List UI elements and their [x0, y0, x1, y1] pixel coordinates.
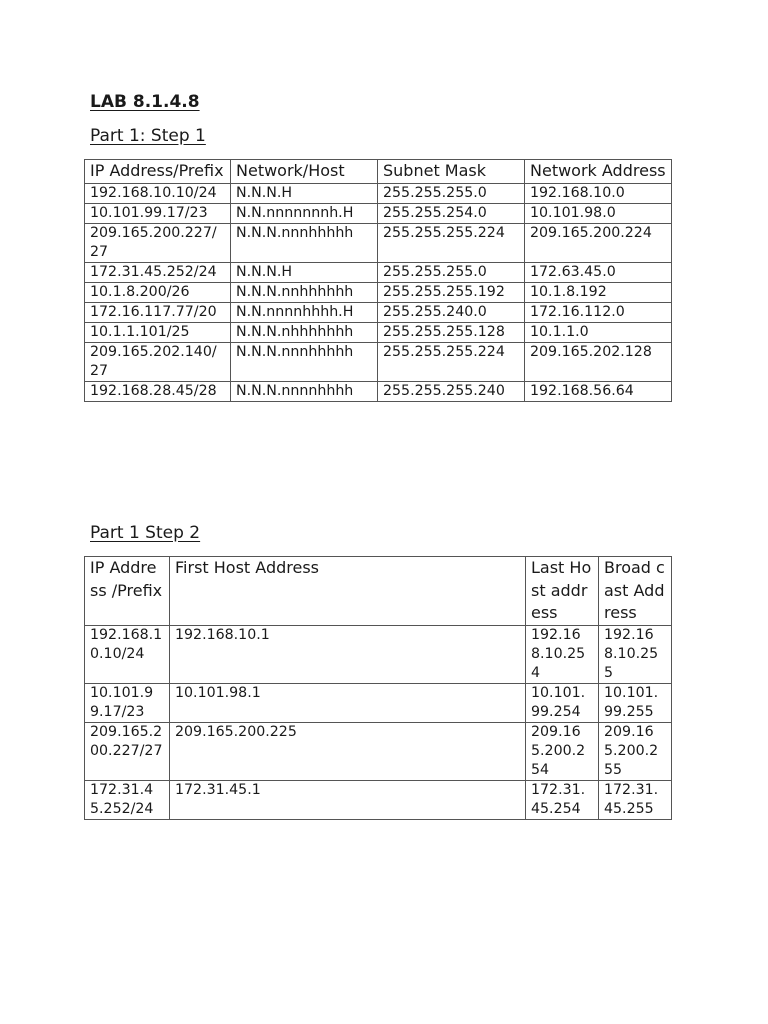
- header-network-address: Network Address: [525, 160, 672, 184]
- header-network-host: Network/Host: [231, 160, 378, 184]
- last-host-cell: 192.168.10.254: [526, 625, 599, 683]
- network-host-cell: N.N.N.H: [231, 262, 378, 282]
- network-address-cell: 10.1.1.0: [525, 322, 672, 342]
- network-host-cell: N.N.N.nnnnhhhh: [231, 381, 378, 401]
- subnet-mask-cell: 255.255.255.0: [378, 183, 525, 203]
- table-row: [85, 780, 672, 819]
- table-header-row: [85, 557, 672, 626]
- table-row: [85, 302, 672, 322]
- ip-prefix-cell: 192.168.10.10/24: [85, 625, 170, 683]
- lab-title: LAB 8.1.4.8: [90, 92, 200, 112]
- header-broadcast-address: Broad cast Address: [599, 557, 672, 626]
- broadcast-cell: 209.165.200.255: [599, 722, 672, 780]
- broadcast-cell: 192.168.10.255: [599, 625, 672, 683]
- table-row: [85, 203, 672, 223]
- network-address-cell: 172.16.112.0: [525, 302, 672, 322]
- part1-step2-heading: Part 1 Step 2: [90, 523, 201, 543]
- network-address-cell: 209.165.200.224: [525, 223, 672, 262]
- ip-prefix-cell: 172.16.117.77/20: [85, 302, 231, 322]
- subnet-mask-cell: 255.255.255.0: [378, 262, 525, 282]
- host-range-table-body: [85, 625, 672, 819]
- header-last-host-address: Last Host address: [526, 557, 599, 626]
- header-first-host-address: First Host Address: [170, 557, 526, 626]
- ip-prefix-cell: 172.31.45.252/24: [85, 262, 231, 282]
- header-ip-address-prefix: IP Address /Prefix: [85, 557, 170, 626]
- network-address-cell: 192.168.56.64: [525, 381, 672, 401]
- ip-prefix-cell: 10.101.99.17/23: [85, 683, 170, 722]
- ip-prefix-cell: 209.165.200.227/27: [85, 722, 170, 780]
- header-subnet-mask: Subnet Mask: [378, 160, 525, 184]
- network-host-cell: N.N.N.H: [231, 183, 378, 203]
- ip-prefix-cell: 10.101.99.17/23: [85, 203, 231, 223]
- network-address-cell: 192.168.10.0: [525, 183, 672, 203]
- subnet-mask-cell: 255.255.255.192: [378, 282, 525, 302]
- subnet-mask-cell: 255.255.255.240: [378, 381, 525, 401]
- table-row: [85, 183, 672, 203]
- table-row: [85, 282, 672, 302]
- network-address-cell: 209.165.202.128: [525, 342, 672, 381]
- ip-prefix-cell: 209.165.202.140/27: [85, 342, 231, 381]
- table-header-row: [85, 160, 672, 184]
- last-host-cell: 10.101.99.254: [526, 683, 599, 722]
- table-row: [85, 381, 672, 401]
- last-host-cell: 209.165.200.254: [526, 722, 599, 780]
- network-address-cell: 172.63.45.0: [525, 262, 672, 282]
- first-host-cell: 209.165.200.225: [170, 722, 526, 780]
- network-host-cell: N.N.nnnnhhhh.H: [231, 302, 378, 322]
- table-row: [85, 625, 672, 683]
- subnet-mask-cell: 255.255.255.128: [378, 322, 525, 342]
- network-host-cell: N.N.nnnnnnnh.H: [231, 203, 378, 223]
- ip-prefix-cell: 10.1.1.101/25: [85, 322, 231, 342]
- table-row: [85, 722, 672, 780]
- network-host-cell: N.N.N.nnhhhhhh: [231, 282, 378, 302]
- ip-prefix-cell: 192.168.28.45/28: [85, 381, 231, 401]
- network-host-cell: N.N.N.nnnhhhhh: [231, 223, 378, 262]
- first-host-cell: 192.168.10.1: [170, 625, 526, 683]
- ip-prefix-cell: 10.1.8.200/26: [85, 282, 231, 302]
- table-row: [85, 342, 672, 381]
- last-host-cell: 172.31.45.254: [526, 780, 599, 819]
- part1-step1-heading: Part 1: Step 1: [90, 126, 206, 146]
- first-host-cell: 10.101.98.1: [170, 683, 526, 722]
- network-address-cell: 10.1.8.192: [525, 282, 672, 302]
- table-row: [85, 223, 672, 262]
- network-host-cell: N.N.N.nnnhhhhh: [231, 342, 378, 381]
- subnet-mask-cell: 255.255.254.0: [378, 203, 525, 223]
- subnet-table: [84, 159, 672, 402]
- broadcast-cell: 10.101.99.255: [599, 683, 672, 722]
- network-address-cell: 10.101.98.0: [525, 203, 672, 223]
- table-row: [85, 322, 672, 342]
- table-row: [85, 683, 672, 722]
- subnet-mask-cell: 255.255.255.224: [378, 342, 525, 381]
- header-ip-address-prefix: IP Address/Prefix: [85, 160, 231, 184]
- host-range-table: [84, 556, 672, 820]
- subnet-table-body: [85, 183, 672, 401]
- table-row: [85, 262, 672, 282]
- subnet-mask-cell: 255.255.240.0: [378, 302, 525, 322]
- ip-prefix-cell: 172.31.45.252/24: [85, 780, 170, 819]
- network-host-cell: N.N.N.nhhhhhhh: [231, 322, 378, 342]
- broadcast-cell: 172.31.45.255: [599, 780, 672, 819]
- first-host-cell: 172.31.45.1: [170, 780, 526, 819]
- ip-prefix-cell: 209.165.200.227/27: [85, 223, 231, 262]
- subnet-mask-cell: 255.255.255.224: [378, 223, 525, 262]
- ip-prefix-cell: 192.168.10.10/24: [85, 183, 231, 203]
